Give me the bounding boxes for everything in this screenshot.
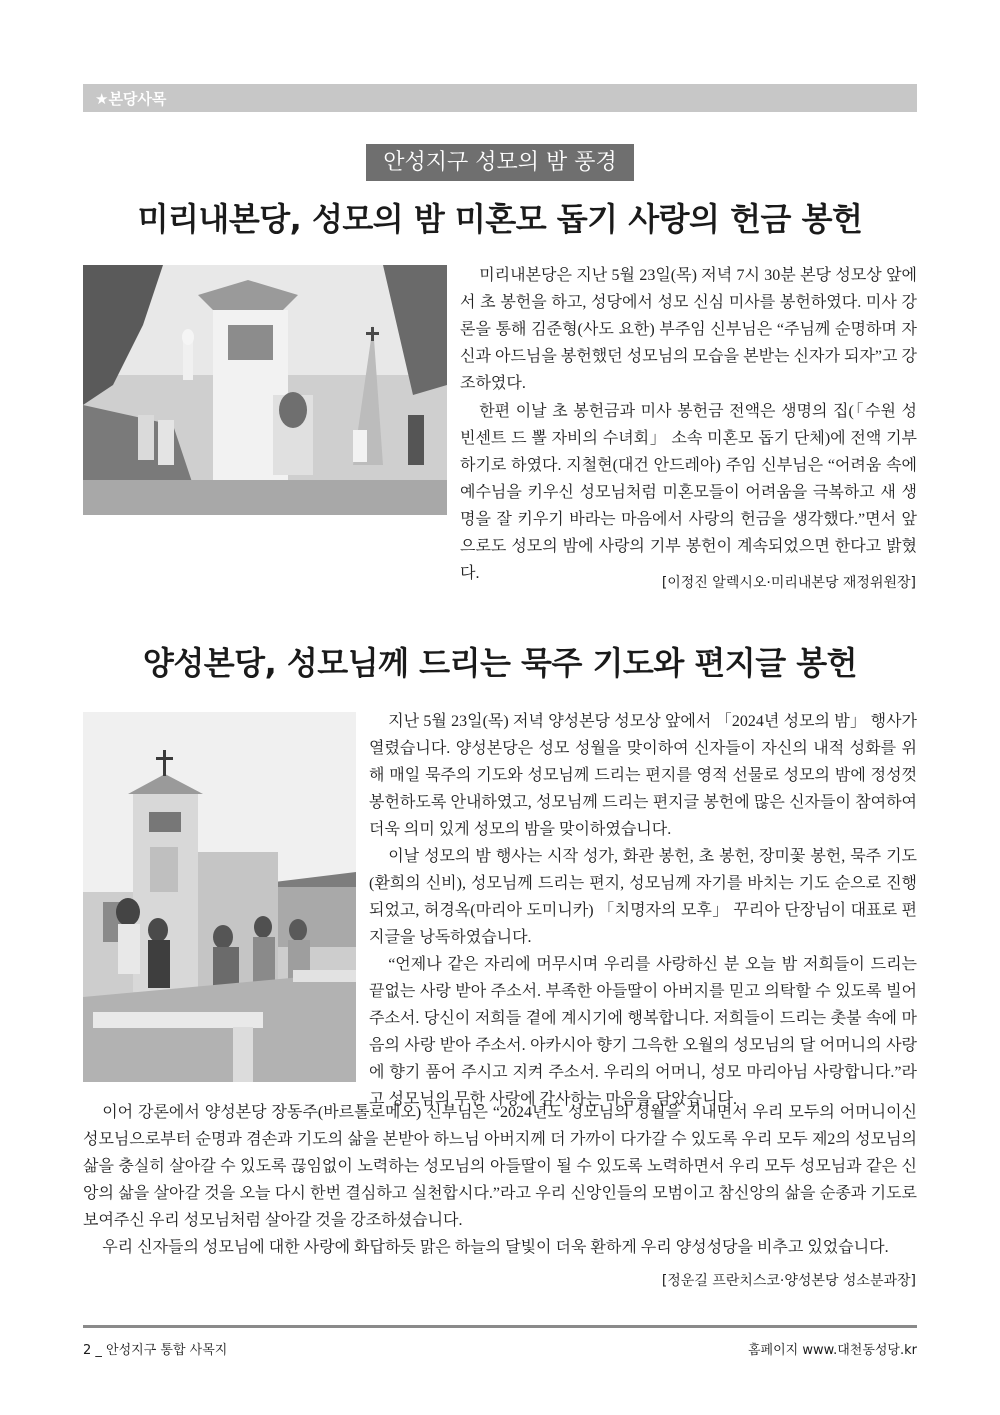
article1-body-top	[460, 262, 917, 397]
article2-paragraph: 우리 신자들의 성모님에 대한 사랑에 화답하듯 맑은 하늘의 달빛이 더욱 환하게 우리 양성성당을 비추고 있었습니다.	[102, 1239, 889, 1256]
article1-credit: [이정진 알렉시오·미리내본당 재정위원장]	[661, 575, 916, 591]
article2-headline: 양성본당, 성모님께 드리는 묵주 기도와 편지글 봉헌	[142, 644, 858, 682]
section-label: ★본당사목	[95, 91, 167, 108]
article2-paragraph: 이날 성모의 밤 행사는 시작 성가, 화관 봉헌, 초 봉헌, 장미꽃 봉헌, 묵주 기도(환희의 신비), 성모님께 드리는 편지, 성모님께 자기를 바치는 기도 순으로 진행되었고, 허경옥(마리아 도미니카) 「치명자의 모후」 꾸리아 단장님이 대표로 편지글을 낭독하였습니다.	[369, 848, 917, 946]
article1-body-wrap	[460, 398, 917, 582]
section-header-bar	[83, 84, 917, 112]
article2-paragraph: 지난 5월 23일(목) 저녁 양성본당 성모상 앞에서 「2024년 성모의 밤」 행사가 열렸습니다. 양성본당은 성모 성월을 맞이하여 신자들이 자신의 내적 성화를 위해 매일 묵주의 기도와 성모님께 드리는 편지를 영적 선물로 성모의 밤에 정성껏 봉헌하도록 안내하였고, 성모님께 드리는 편지글 봉헌에 많은 신자들이 참여하여 더욱 의미 있게 성모의 밤을 맞이하였습니다.	[369, 713, 917, 838]
article2-credit: [정운길 프란치스코·양성본당 성소분과장]	[661, 1273, 916, 1289]
article2-paragraph: 이어 강론에서 양성본당 장동주(바르톨로메오) 신부님은 “2024년도 성모님의 성월을 지내면서 우리 모두의 어머니이신 성모님으로부터 순명과 겸손과 기도의 삶을 본받아 하느님 아버지께 더 가까이 다가갈 수 있도록 우리 모두 제2의 성모님의 삶을 충실히 살아갈 수 있도록 끊임없이 노력하는 성모님의 아들딸이 될 수 있도록 노력하면서 우리 모두 성모님과 같은 신앙의 삶을 살아갈 것을 오늘 다시 한번 결심하고 실천합시다.”라고 우리 신앙인들의 모범이고 참신앙의 삶을 순종과 기도로 보여주신 우리 성모님처럼 살아갈 것을 강조하셨습니다.	[83, 1104, 917, 1229]
article1-headline: 미리내본당, 성모의 밤 미혼모 돕기 사랑의 헌금 봉헌	[137, 200, 863, 238]
article1-paragraph: 미리내본당은 지난 5월 23일(목) 저녁 7시 30분 본당 성모상 앞에서 초 봉헌을 하고, 성당에서 성모 신심 미사를 봉헌하였다. 미사 강론을 통해 김준형(사도 요한) 부주임 신부님은 “주님께 순명하며 자신과 아드님을 봉헌했던 성모님의 모습을 본받는 신자가 되자”고 강조하였다.	[460, 267, 917, 392]
footer-homepage-link[interactable]: 홈페이지 www.대천동성당.kr	[748, 1343, 917, 1358]
article2-body-bottom	[83, 1099, 917, 1261]
article1-banner: 안성지구 성모의 밤 풍경	[366, 144, 634, 181]
footer-divider	[83, 1325, 917, 1328]
article2-photo	[83, 712, 356, 1082]
footer-page-info: 2 _ 안성지구 통합 사목지	[83, 1343, 228, 1358]
article2-paragraph: “언제나 같은 자리에 머무시며 우리를 사랑하신 분 오늘 밤 저희들이 드리는 끝없는 사랑 받아 주소서. 부족한 아들딸이 아버지를 믿고 의탁할 수 있도록 빌어 주소서. 당신이 저희들 곁에 계시기에 행복합니다. 저희들이 드리는 촛불 속에 마음의 사랑 받아 주소서. 아카시아 향기 그윽한 오월의 성모님의 달 어머니의 사랑에 향기 품어 주시고 지켜 주소서. 우리의 어머니, 성모 마리아님 사랑합니다.”라고 성모님의 무한 사랑에 감사하는 마음을 담았습니다.	[369, 956, 917, 1108]
article1-paragraph: 한편 이날 초 봉헌금과 미사 봉헌금 전액은 생명의 집(「수원 성 빈센트 드 뽈 자비의 수녀회」 소속 미혼모 돕기 단체)에 전액 기부하기로 하였다. 지철현(대건 안드레아) 주임 신부님은 “어려움 속에 예수님을 키우신 성모님처럼 미혼모들이 어려움을 극복하고 새 생명을 잘 키우기 바라는 마음에서 사랑의 헌금을 생각했다.”면서 앞으로도 성모의 밤에 사랑의 기부 봉헌이 계속되었으면 한다고 밝혔다.	[460, 403, 917, 582]
article2-body-top	[369, 708, 917, 1108]
article1-photo	[83, 265, 447, 515]
